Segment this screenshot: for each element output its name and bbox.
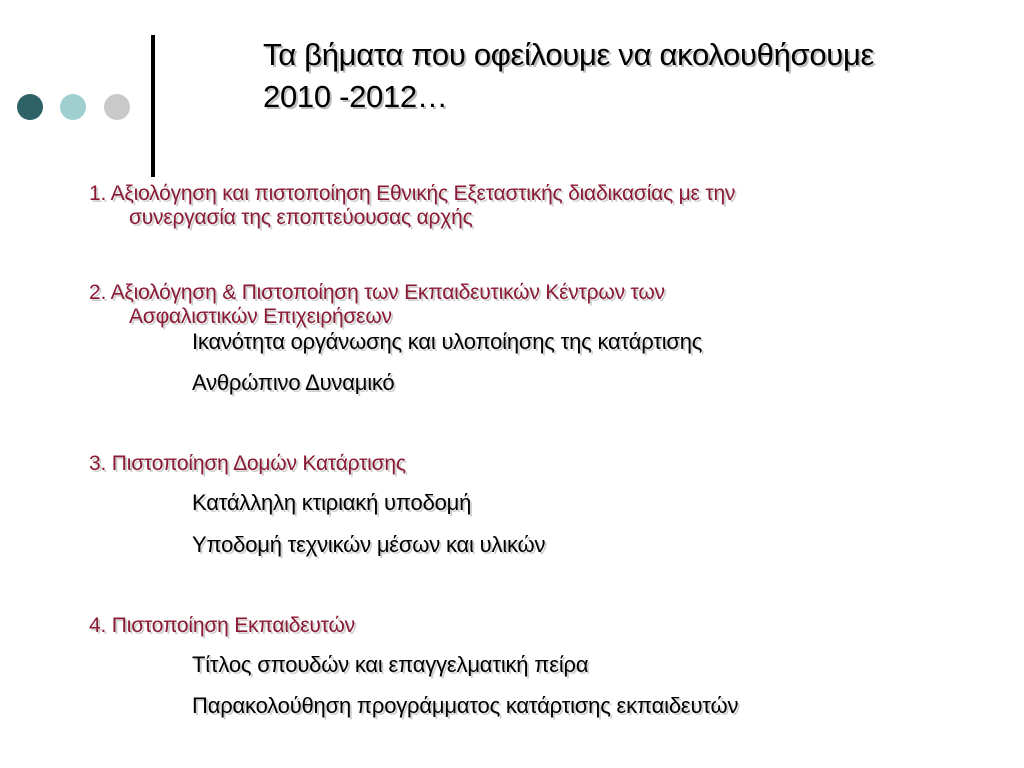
section-4-item-1: Τίτλος σπουδών και επαγγελματική πείρα (192, 652, 589, 677)
section-4-number: 4. (89, 614, 107, 637)
section-2-heading (89, 281, 989, 329)
section-2-item-1: Ικανότητα οργάνωσης και υλοποίησης της κατάρτισης (192, 329, 703, 354)
section-1-heading-line2: συνεργασία της εποπτεύουσας αρχής (129, 206, 473, 229)
section-3-number: 3. (89, 452, 107, 475)
section-1-number: 1. (89, 182, 107, 205)
slide-title-line2: 2010 -2012… (263, 79, 448, 114)
section-3-heading (89, 452, 989, 476)
section-4-item-2: Παρακολούθηση προγράμματος κατάρτισης εκπαιδευτών (192, 693, 739, 718)
section-2-number: 2. (89, 281, 107, 304)
section-2-heading-line2: Ασφαλιστικών Επιχειρήσεων (129, 305, 392, 328)
section-1-heading-line1: Αξιολόγηση και πιστοποίηση Εθνικής Εξεταστικής διαδικασίας με την (110, 182, 736, 205)
section-4-heading (89, 614, 989, 638)
section-4-heading-line1: Πιστοποίηση Εκπαιδευτών (111, 614, 355, 637)
section-1-heading (89, 182, 989, 230)
section-3-item-1: Κατάλληλη κτιριακή υποδομή (192, 490, 472, 515)
section-3-item-2: Υποδομή τεχνικών μέσων και υλικών (192, 532, 546, 557)
slide-title-line1: Τα βήματα που οφείλουμε να ακολουθήσουμε (263, 37, 875, 72)
section-3-heading-line1: Πιστοποίηση Δομών Κατάρτισης (111, 452, 406, 475)
section-2-heading-line1: Αξιολόγηση & Πιστοποίηση των Εκπαιδευτικών Κέντρων των (110, 281, 665, 304)
section-2-item-2: Ανθρώπινο Δυναμικό (192, 370, 395, 395)
